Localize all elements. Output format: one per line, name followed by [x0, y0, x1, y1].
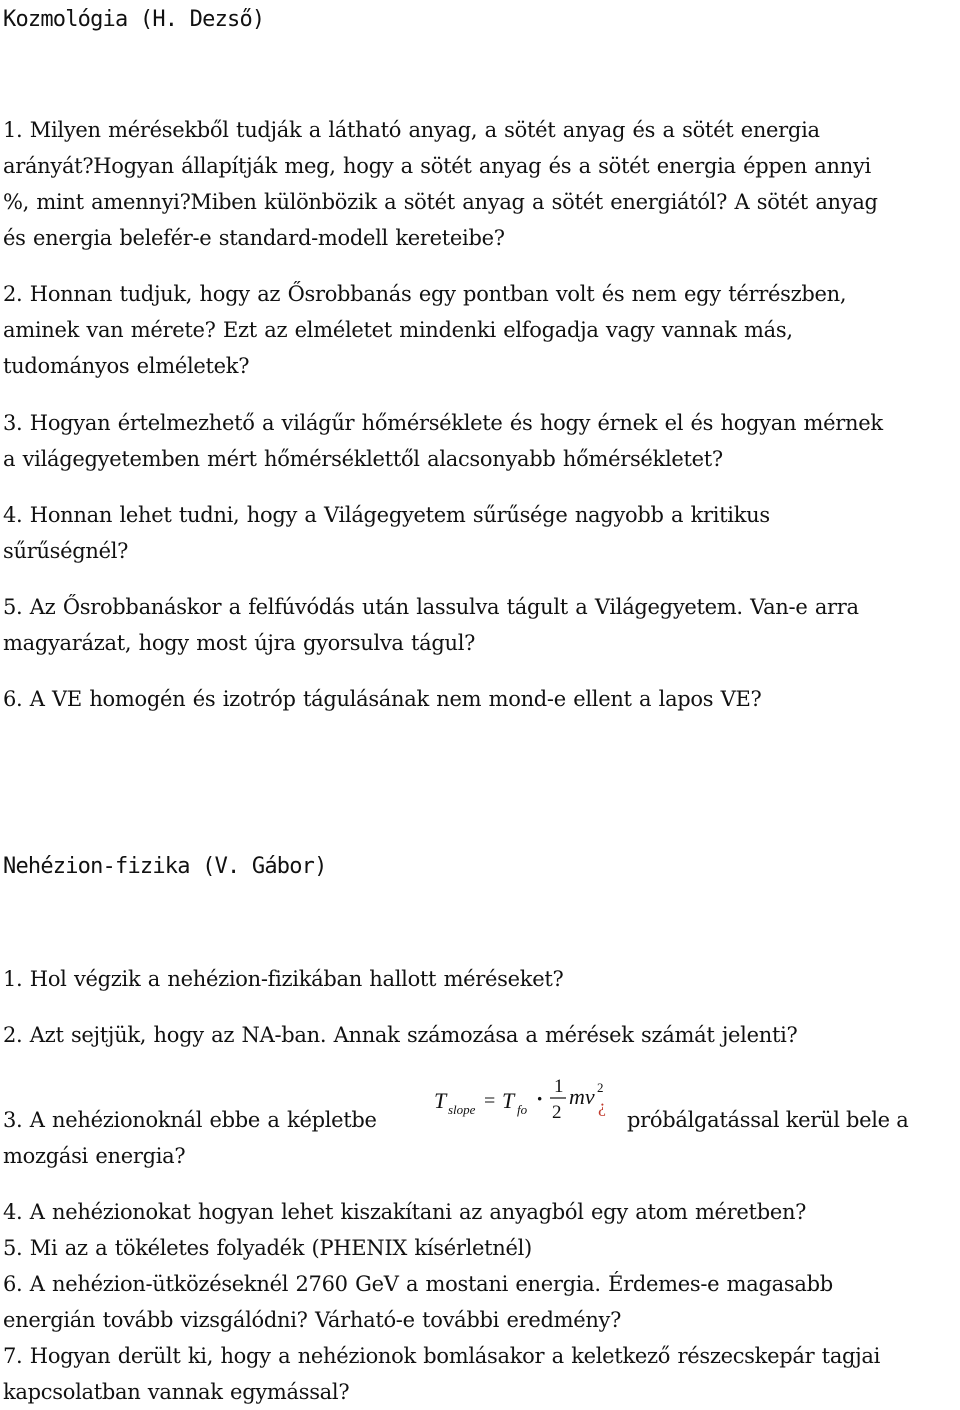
question-cosmology-6 — [3, 681, 955, 717]
question-heavy-ion-5 — [3, 1230, 955, 1266]
question-line: 6. A nehézion-ütközéseknél 2760 GeV a mostani energia. Érdemes-e magasabb — [3, 1272, 833, 1296]
question-line: 5. Az Ősrobbanáskor a felfúvódás után lassulva tágult a Világegyetem. Van-e arra — [3, 595, 859, 619]
question-line: tudományos elméletek? — [3, 354, 250, 378]
question-line: arányát?Hogyan állapítják meg, hogy a sötét anyag és a sötét energia éppen annyi — [3, 154, 871, 178]
question-line: kapcsolatban vannak egymással? — [3, 1380, 350, 1404]
section-heading-heavy-ion: Nehézion-fizika (V. Gábor) — [3, 854, 327, 879]
question-line: 2. Azt sejtjük, hogy az NA-ban. Annak számozása a mérések számát jelenti? — [3, 1023, 798, 1047]
question-line: energián tovább vizsgálódni? Várható-e további eredmény? — [3, 1308, 622, 1332]
formula-fo-subscript: fo — [517, 1102, 528, 1117]
question-cosmology-3 — [3, 405, 955, 477]
question-cosmology-2 — [3, 276, 955, 384]
question-line: és energia belefér-e standard-modell kereteibe? — [3, 226, 505, 250]
question-heavy-ion-7 — [3, 1338, 955, 1410]
formula-denominator: 2 — [552, 1102, 562, 1123]
question-line: 4. A nehézionokat hogyan lehet kiszakítani az anyagból egy atom méretben? — [3, 1200, 807, 1224]
question-line: magyarázat, hogy most újra gyorsulva tágul? — [3, 631, 476, 655]
question-line: 4. Honnan lehet tudni, hogy a Világegyetem sűrűsége nagyobb a kritikus — [3, 503, 770, 527]
question-line: 7. Hogyan derült ki, hogy a nehézionok bomlásakor a keletkező részecskepár tagjai — [3, 1344, 881, 1368]
question-heavy-ion-3-continuation: próbálgatással kerül bele a — [627, 1108, 909, 1132]
section-heading-cosmology: Kozmológia (H. Dezső) — [3, 7, 265, 32]
formula-t-slope — [432, 1074, 612, 1130]
question-heavy-ion-1 — [3, 961, 955, 997]
formula-exponent: 2 — [597, 1080, 604, 1095]
question-heavy-ion-6 — [3, 1266, 955, 1338]
question-line: %, mint amennyi?Miben különbözik a sötét anyag a sötét energiától? A sötét anyag — [3, 190, 878, 214]
question-line: 5. Mi az a tökéletes folyadék (PHENIX kísérletnél) — [3, 1236, 532, 1260]
question-line: mozgási energia? — [3, 1144, 186, 1168]
question-cosmology-5 — [3, 589, 955, 661]
formula-numerator: 1 — [554, 1076, 564, 1097]
formula-equals: = — [484, 1090, 496, 1112]
question-line: 1. Milyen mérésekből tudják a látható anyag, a sötét anyag és a sötét energia — [3, 118, 820, 142]
question-heavy-ion-2 — [3, 1017, 955, 1053]
question-line: a világegyetemben mért hőmérséklettől alacsonyabb hőmérsékletet? — [3, 447, 723, 471]
formula-inverted-question-mark: ¿ — [598, 1096, 606, 1116]
question-heavy-ion-4 — [3, 1194, 955, 1230]
formula-slope-subscript: slope — [448, 1102, 476, 1117]
question-cosmology-4 — [3, 497, 955, 569]
question-line: 1. Hol végzik a nehézion-fizikában hallott méréseket? — [3, 967, 564, 991]
formula-mv: mv — [569, 1084, 595, 1109]
question-line: 3. A nehézionoknál ebbe a képletbe — [3, 1108, 377, 1132]
question-cosmology-1 — [3, 112, 955, 256]
formula-t-symbol: T — [434, 1088, 447, 1113]
formula-dot: · — [536, 1086, 544, 1111]
question-line: aminek van mérete? Ezt az elméletet mindenki elfogadja vagy vannak más, — [3, 318, 793, 342]
formula-t2-symbol: T — [502, 1088, 515, 1113]
question-line: sűrűségnél? — [3, 539, 129, 563]
question-line: 3. Hogyan értelmezhető a világűr hőmérséklete és hogy érnek el és hogyan mérnek — [3, 411, 883, 435]
question-line: 6. A VE homogén és izotróp tágulásának nem mond-e ellent a lapos VE? — [3, 687, 762, 711]
question-line: 2. Honnan tudjuk, hogy az Ősrobbanás egy pontban volt és nem egy térrészben, — [3, 282, 847, 306]
